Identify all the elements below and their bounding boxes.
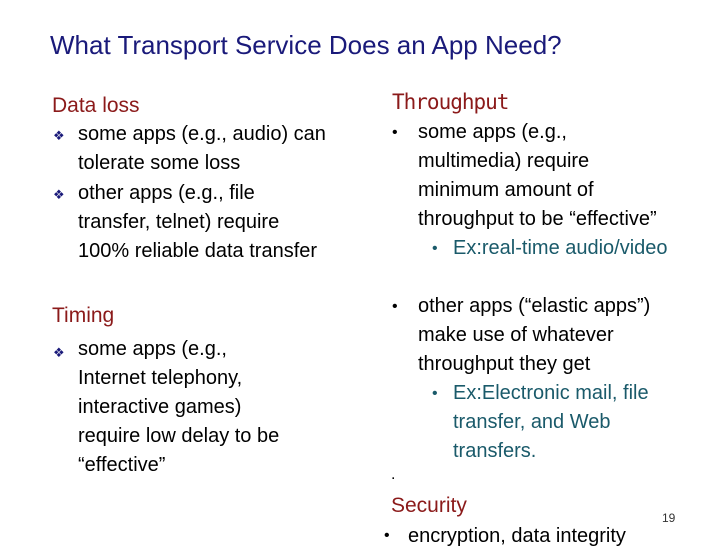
bullet-dot-icon: • <box>384 527 390 544</box>
sub-bullet-line: transfer, and Web <box>453 411 611 433</box>
bullet-line: multimedia) require <box>418 150 590 172</box>
data-loss-heading: Data loss <box>52 94 140 117</box>
bullet-line: tolerate some loss <box>78 152 241 174</box>
bullet-line: make use of whatever <box>418 324 614 346</box>
bullet-line: some apps (e.g., <box>78 338 227 360</box>
bullet-line: transfer, telnet) require <box>78 211 280 233</box>
bullet-line: throughput they get <box>418 353 591 375</box>
bullet-line: other apps (“elastic apps”) <box>418 295 651 317</box>
bullet-line: some apps (e.g., <box>418 121 567 143</box>
bullet-line: Internet telephony, <box>78 367 243 389</box>
separator-dot: . <box>391 466 396 483</box>
bullet-line: minimum amount of <box>418 179 594 201</box>
page-number: 19 <box>662 511 676 525</box>
bullet-dot-icon: • <box>392 124 398 141</box>
security-heading: Security <box>391 494 467 517</box>
sub-bullet-line: Ex:Electronic mail, file <box>453 382 649 404</box>
sub-bullet-line: transfers. <box>453 440 537 462</box>
bullet-line: interactive games) <box>78 396 242 418</box>
checkmark-v-icon: ❖ <box>53 187 65 202</box>
bullet-line: throughput to be “effective” <box>418 208 657 230</box>
sub-bullet-dot-icon: • <box>432 385 438 402</box>
timing-heading: Timing <box>52 304 115 327</box>
slide-title: What Transport Service Does an App Need? <box>50 30 562 60</box>
bullet-line: some apps (e.g., audio) can <box>78 123 326 145</box>
checkmark-v-icon: ❖ <box>53 345 65 360</box>
throughput-heading: Throughput <box>392 90 509 114</box>
bullet-line: other apps (e.g., file <box>78 182 255 204</box>
bullet-line: 100% reliable data transfer <box>78 240 318 262</box>
bullet-line: require low delay to be <box>78 425 280 447</box>
bullet-dot-icon: • <box>392 298 398 315</box>
bullet-line: “effective” <box>78 454 166 476</box>
sub-bullet-text: Ex:real-time audio/video <box>453 237 668 259</box>
sub-bullet-dot-icon: • <box>432 240 438 257</box>
security-bullet-text: encryption, data integrity <box>408 525 626 547</box>
checkmark-v-icon: ❖ <box>53 128 65 143</box>
